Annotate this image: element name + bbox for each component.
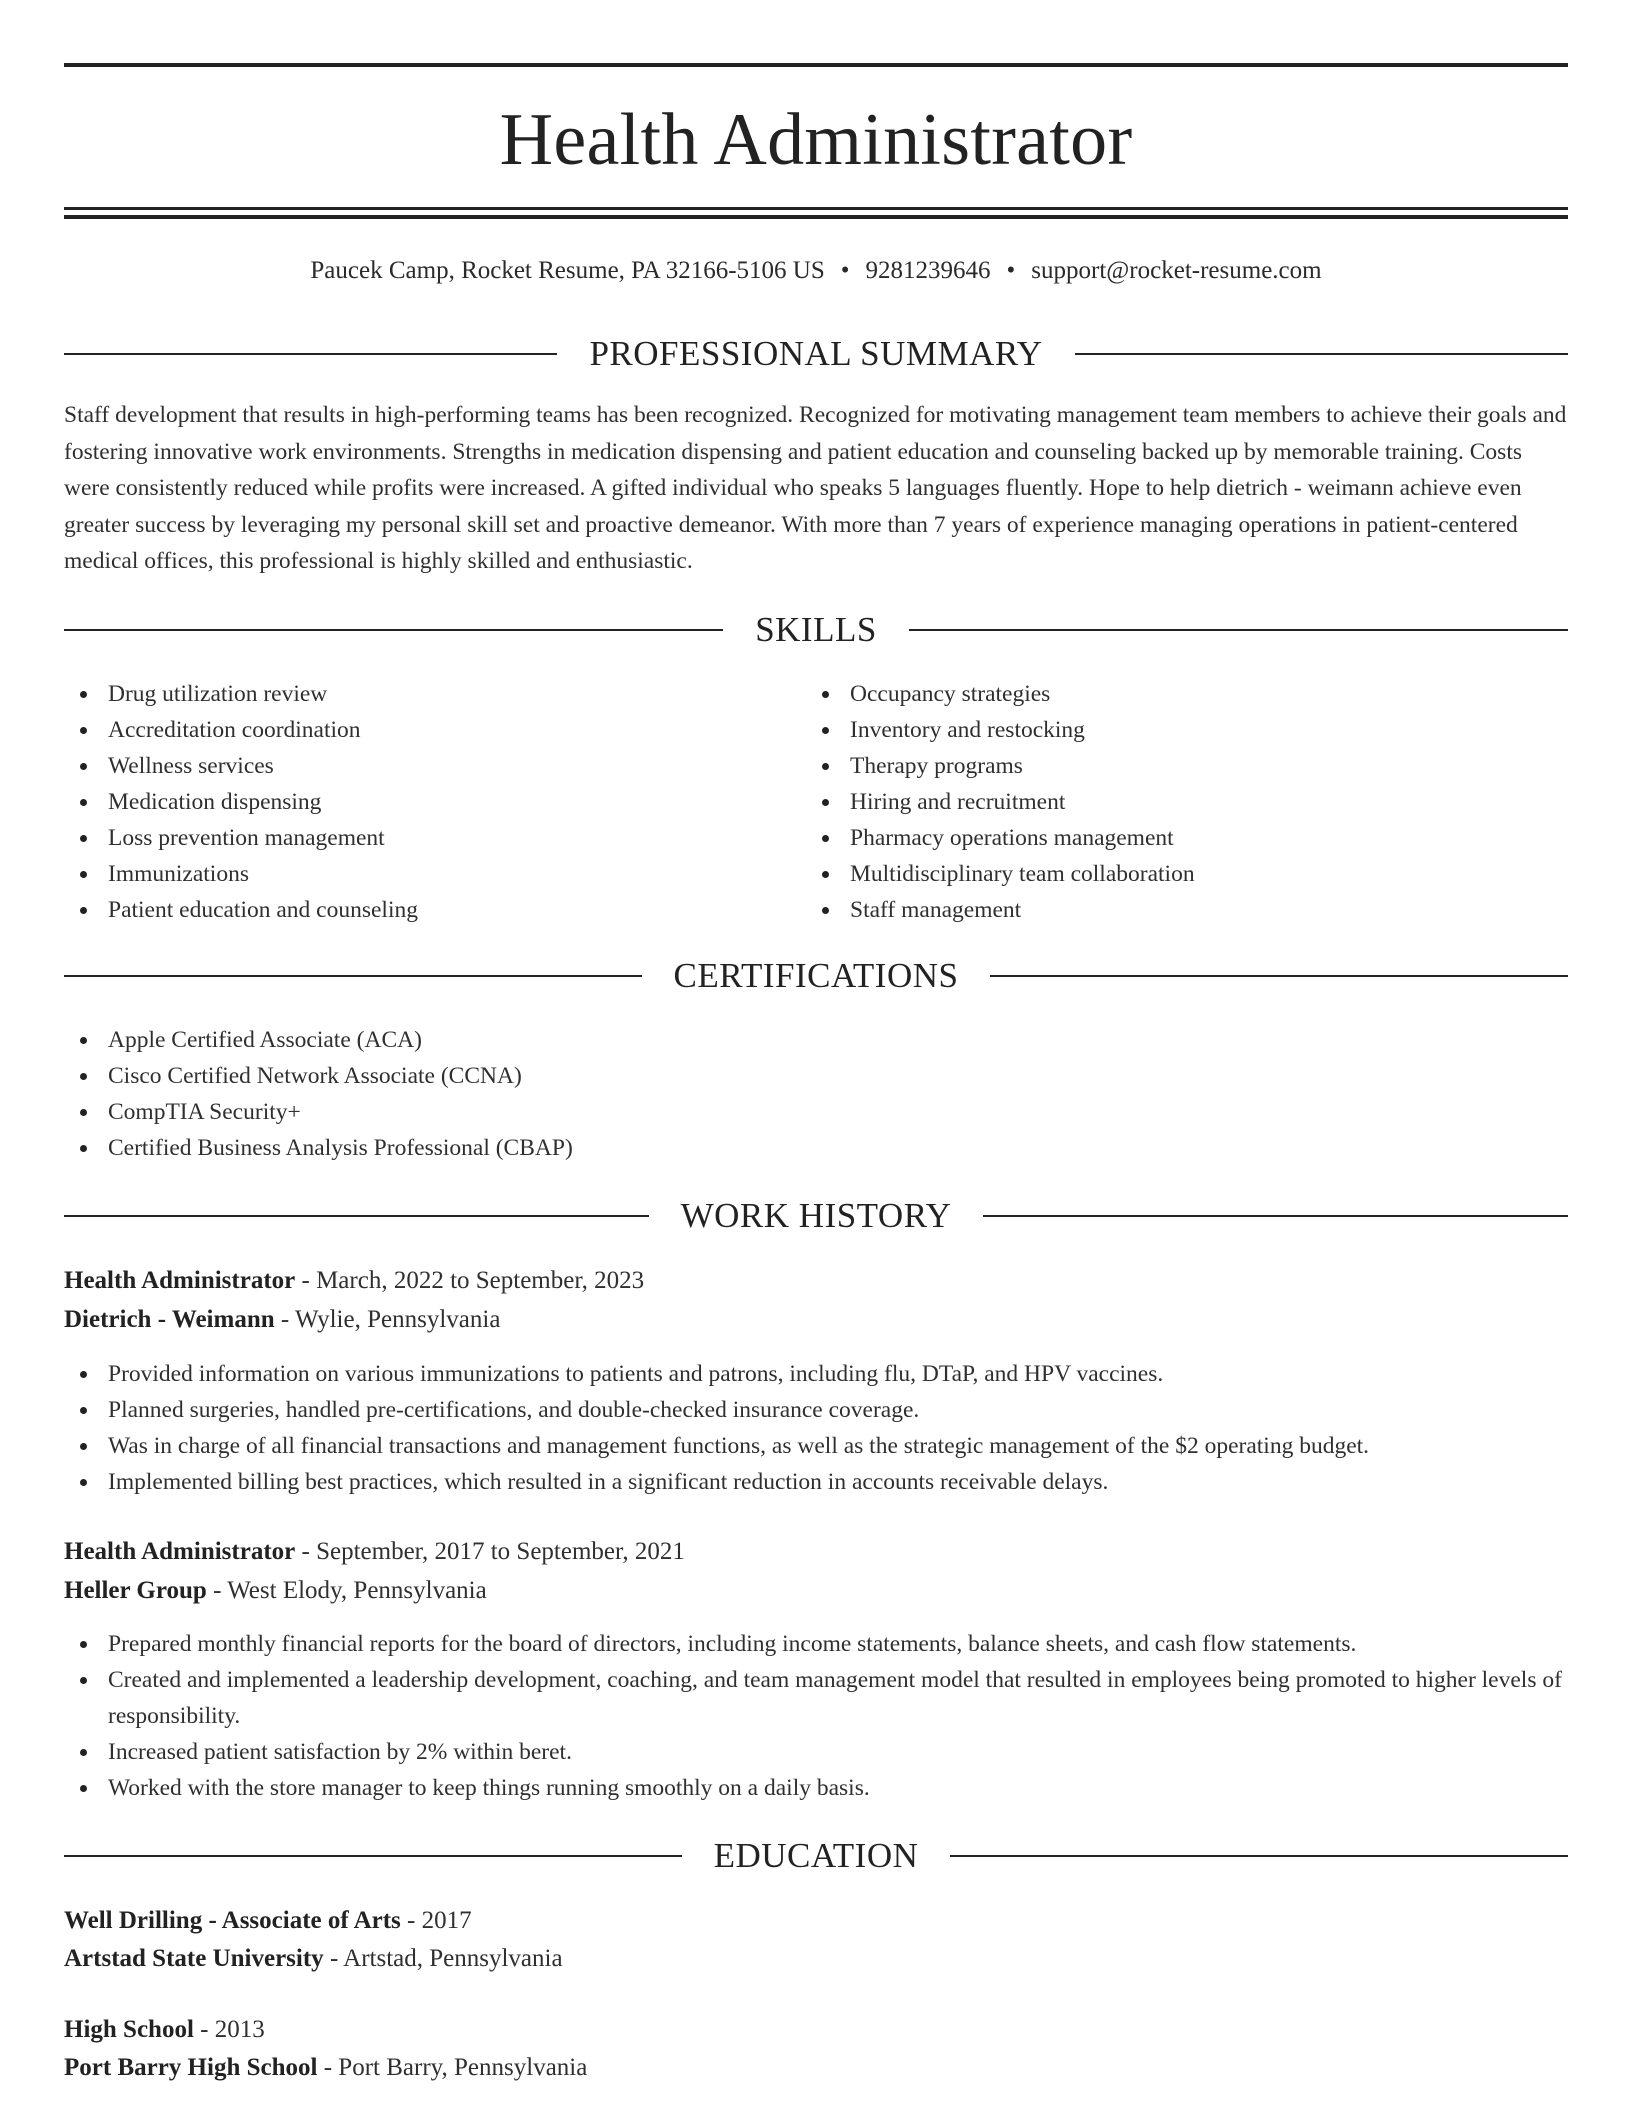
section-rule: [909, 629, 1568, 631]
job-company-line: [64, 1302, 1568, 1338]
job-bullet: Increased patient satisfaction by 2% within beret.: [64, 1734, 1568, 1770]
contact-separator: •: [840, 257, 850, 284]
job-bullet: Prepared monthly financial reports for the board of directors, including income statements, balance sheets, and cash flow statements.: [64, 1626, 1568, 1662]
skill-item: Inventory and restocking: [806, 712, 1566, 748]
skill-item: Staff management: [806, 892, 1566, 928]
top-rule: [64, 63, 1568, 67]
skill-item-list: [806, 676, 1566, 928]
skill-item: Medication dispensing: [64, 784, 804, 820]
title-rule-upper: [64, 207, 1568, 210]
education-year: - 2013: [193, 2016, 265, 2043]
job-title: Health Administrator: [64, 1267, 296, 1294]
skill-item: Pharmacy operations management: [806, 820, 1566, 856]
job-bullet-list: [64, 1356, 1568, 1500]
education-school-line: [64, 2050, 1568, 2086]
section-rule: [983, 1215, 1568, 1217]
section-header-education: [64, 1834, 1568, 1878]
skill-item: Accreditation coordination: [64, 712, 804, 748]
job-dates: - September, 2017 to September, 2021: [295, 1538, 685, 1565]
section-title: PROFESSIONAL SUMMARY: [589, 334, 1043, 373]
certification-item-list: [64, 1022, 1568, 1166]
job-bullets: [64, 1356, 1568, 1500]
education-degree-line: [64, 2012, 1568, 2048]
education-degree-line: [64, 1903, 1568, 1939]
skill-item: Hiring and recruitment: [806, 784, 1566, 820]
section-header-summary: [64, 332, 1568, 376]
section-rule: [64, 975, 642, 977]
education-degree: High School: [64, 2016, 194, 2043]
job-bullets: [64, 1626, 1568, 1806]
education-school: Artstad State University: [64, 1945, 324, 1972]
job-bullet-list: [64, 1626, 1568, 1806]
job-bullet: Was in charge of all financial transactions and management functions, as well as the strategic management of the $2 operating budget.: [64, 1428, 1568, 1464]
page-title: Health Administrator: [499, 99, 1133, 181]
job-company-line: [64, 1573, 1568, 1609]
section-rule: [64, 629, 723, 631]
education-degree: Well Drilling - Associate of Arts: [64, 1907, 401, 1934]
contact-address: Paucek Camp, Rocket Resume, PA 32166-5106 US: [310, 257, 825, 284]
job-dates: - March, 2022 to September, 2023: [295, 1267, 645, 1294]
certification-item: Certified Business Analysis Professional (CBAP): [64, 1130, 1568, 1166]
contact-email[interactable]: support@rocket-resume.com: [1031, 257, 1322, 284]
summary-text: Staff development that results in high-performing teams has been recognized. Recognized for motivating management team members to achieve their goals and fostering innovative work environments. Strengths in medication dispensing and patient education and counseling backed up by memorable training. Costs were consistently reduced while profits were increased. A gifted individual who speaks 5 languages fluently. Hope to help dietrich - weimann achieve even greater success by leveraging my personal skill set and proactive demeanor. With more than 7 years of experience managing operations in patient-centered medical offices, this professional is highly skilled and enthusiastic.: [64, 402, 1567, 574]
job-title-line: [64, 1263, 1568, 1299]
skill-item: Drug utilization review: [64, 676, 804, 712]
skill-item: Patient education and counseling: [64, 892, 804, 928]
education-location: - Artstad, Pennsylvania: [323, 1945, 563, 1972]
job-title: Health Administrator: [64, 1538, 296, 1565]
job-company: Dietrich - Weimann: [64, 1306, 275, 1333]
section-title: CERTIFICATIONS: [673, 956, 959, 995]
section-rule: [1075, 353, 1568, 355]
skills-right-column: [806, 676, 1566, 928]
section-rule: [64, 1215, 649, 1217]
contact-phone: 9281239646: [865, 257, 991, 284]
contact-separator: •: [1006, 257, 1016, 284]
job-location: - West Elody, Pennsylvania: [206, 1577, 487, 1604]
job-title-line: [64, 1534, 1568, 1570]
education-school-line: [64, 1941, 1568, 1977]
section-title: EDUCATION: [713, 1836, 919, 1875]
certification-item: CompTIA Security+: [64, 1094, 1568, 1130]
section-rule: [990, 975, 1568, 977]
section-header-work: [64, 1194, 1568, 1238]
section-header-certifications: [64, 954, 1568, 998]
job-location: - Wylie, Pennsylvania: [274, 1306, 501, 1333]
section-header-skills: [64, 608, 1568, 652]
skill-item: Immunizations: [64, 856, 804, 892]
job-bullet: Planned surgeries, handled pre-certifications, and double-checked insurance coverage.: [64, 1392, 1568, 1428]
skill-item: Multidisciplinary team collaboration: [806, 856, 1566, 892]
job-bullet: Worked with the store manager to keep things running smoothly on a daily basis.: [64, 1770, 1568, 1806]
certification-item: Apple Certified Associate (ACA): [64, 1022, 1568, 1058]
education-school: Port Barry High School: [64, 2054, 318, 2081]
section-rule: [64, 353, 557, 355]
job-company: Heller Group: [64, 1577, 207, 1604]
certification-item: Cisco Certified Network Associate (CCNA): [64, 1058, 1568, 1094]
skill-item: Wellness services: [64, 748, 804, 784]
job-bullet: Provided information on various immunizations to patients and patrons, including flu, DTaP, and HPV vaccines.: [64, 1356, 1568, 1392]
section-title: SKILLS: [755, 610, 877, 649]
job-bullet: Implemented billing best practices, which resulted in a significant reduction in accounts receivable delays.: [64, 1464, 1568, 1500]
job-bullet: Created and implemented a leadership development, coaching, and team management model that resulted in employees being promoted to higher levels of responsibility.: [64, 1662, 1568, 1734]
certifications-list: [64, 1022, 1568, 1166]
title-rule-lower: [64, 215, 1568, 219]
education-year: - 2017: [400, 1907, 472, 1934]
section-title: WORK HISTORY: [680, 1196, 952, 1235]
section-rule: [64, 1855, 682, 1857]
skill-item: Therapy programs: [806, 748, 1566, 784]
contact-line: [64, 254, 1568, 288]
skill-item: Occupancy strategies: [806, 676, 1566, 712]
skill-item-list: [64, 676, 804, 928]
skill-item: Loss prevention management: [64, 820, 804, 856]
skills-left-column: [64, 676, 804, 928]
section-rule: [950, 1855, 1568, 1857]
education-location: - Port Barry, Pennsylvania: [317, 2054, 588, 2081]
